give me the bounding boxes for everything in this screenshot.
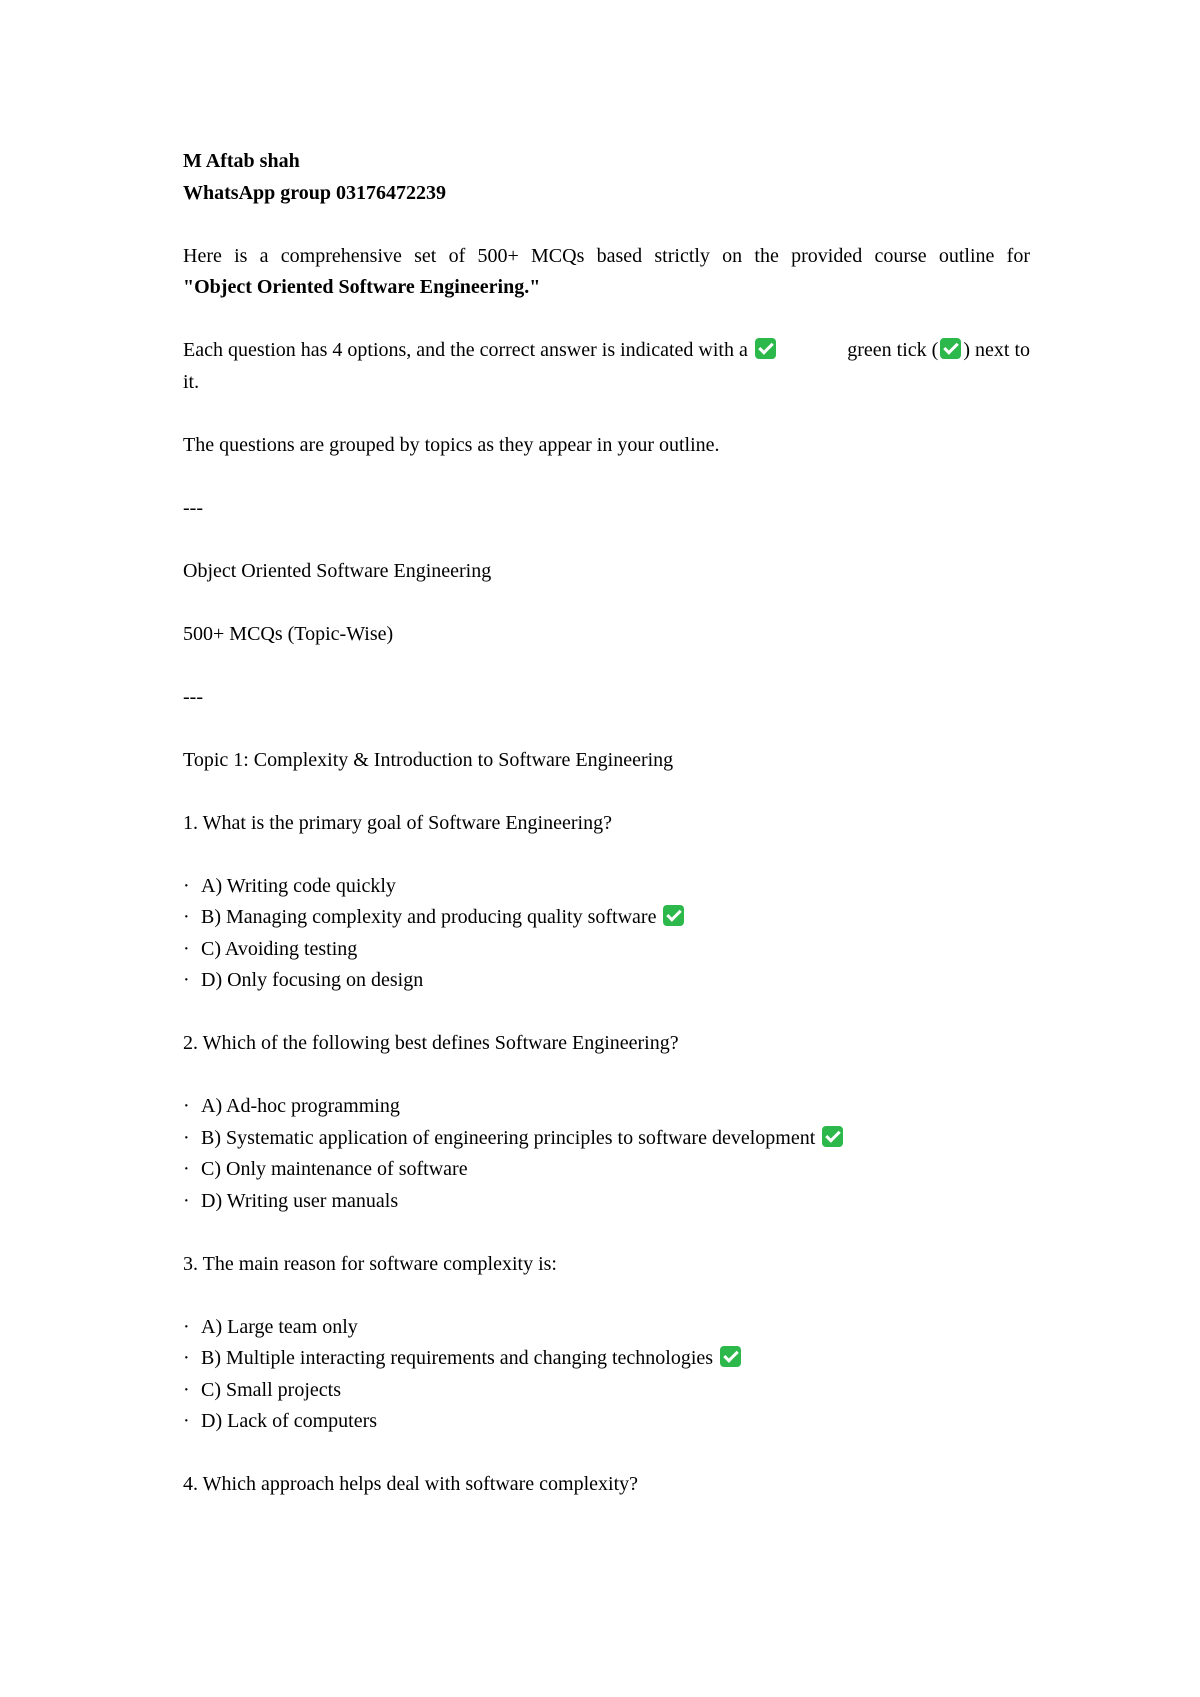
answer-option: [183, 1375, 1030, 1407]
check-mark-icon: [663, 905, 684, 926]
check-mark-icon: [822, 1126, 843, 1147]
separator: ---: [183, 685, 203, 708]
question-text: 2. Which of the following best defines Software Engineering?: [183, 1032, 679, 1054]
answer-option: [183, 1343, 1030, 1375]
bullet-marker: ·: [183, 1410, 190, 1432]
bullet-marker: ·: [183, 1378, 190, 1401]
question-text: 4. Which approach helps deal with software complexity?: [183, 1473, 639, 1495]
document-subtitle: 500+ MCQs (Topic-Wise): [183, 622, 394, 645]
bullet-marker: ·: [183, 906, 190, 928]
bullet-marker: ·: [183, 1347, 190, 1369]
answer-option: [183, 1186, 1030, 1218]
answer-option-text: A) Large team only: [201, 1315, 358, 1338]
bullet-marker: ·: [183, 874, 190, 897]
question-text: 1. What is the primary goal of Software Engineering?: [183, 811, 612, 834]
answer-option: [183, 1123, 1030, 1155]
document-title: Object Oriented Software Engineering: [183, 559, 492, 582]
document-page: [183, 146, 1030, 1501]
bullet-marker: ·: [183, 1158, 190, 1180]
separator: ---: [183, 496, 203, 519]
answer-option-text: C) Avoiding testing: [201, 937, 358, 960]
answer-option: [183, 1406, 1030, 1438]
bullet-marker: ·: [183, 1126, 190, 1149]
answer-option: [183, 871, 1030, 903]
bullet-marker: ·: [183, 1315, 190, 1338]
intro-line: Here is a comprehensive set of 500+ MCQs based strictly on the provided course outline for: [183, 244, 1030, 267]
answer-option: [183, 934, 1030, 966]
answer-option-text: D) Only focusing on design: [201, 969, 424, 991]
answer-option-text: A) Ad-hoc programming: [201, 1095, 400, 1117]
check-mark-icon: [720, 1346, 741, 1367]
answer-option: [183, 965, 1030, 997]
answer-option-text: D) Lack of computers: [201, 1410, 378, 1432]
question-list: [183, 808, 1030, 1501]
answer-option-text: A) Writing code quickly: [201, 874, 396, 897]
whatsapp-contact: WhatsApp group 03176472239: [183, 181, 447, 204]
answer-option: [183, 902, 1030, 934]
author-name: M Aftab shah: [183, 150, 300, 172]
tick-explanation: Each question has 4 options, and the correct answer is indicated with a green tick ( ) next to: [183, 339, 1030, 361]
answer-option-text: B) Managing complexity and producing quality software: [201, 906, 657, 928]
answer-option: [183, 1154, 1030, 1186]
bullet-marker: ·: [183, 969, 190, 991]
tick-explanation-end: it.: [183, 370, 200, 393]
check-mark-icon: [755, 338, 776, 359]
answer-option-text: B) Multiple interacting requirements and changing technologies: [201, 1347, 714, 1369]
answer-option-text: B) Systematic application of engineering principles to software development: [201, 1126, 816, 1149]
answer-option-text: D) Writing user manuals: [201, 1189, 399, 1212]
answer-option: [183, 1312, 1030, 1344]
answer-option-text: C) Only maintenance of software: [201, 1158, 468, 1180]
topic-heading: Topic 1: Complexity & Introduction to Software Engineering: [183, 748, 674, 771]
answer-option-text: C) Small projects: [201, 1378, 341, 1401]
bullet-marker: ·: [183, 937, 190, 960]
grouping-note: The questions are grouped by topics as they appear in your outline.: [183, 433, 720, 456]
course-title: "Object Oriented Software Engineering.": [183, 276, 541, 298]
answer-option: [183, 1091, 1030, 1123]
check-mark-icon: [940, 338, 961, 359]
bullet-marker: ·: [183, 1189, 190, 1212]
question-text: 3. The main reason for software complexity is:: [183, 1252, 557, 1275]
bullet-marker: ·: [183, 1095, 190, 1117]
